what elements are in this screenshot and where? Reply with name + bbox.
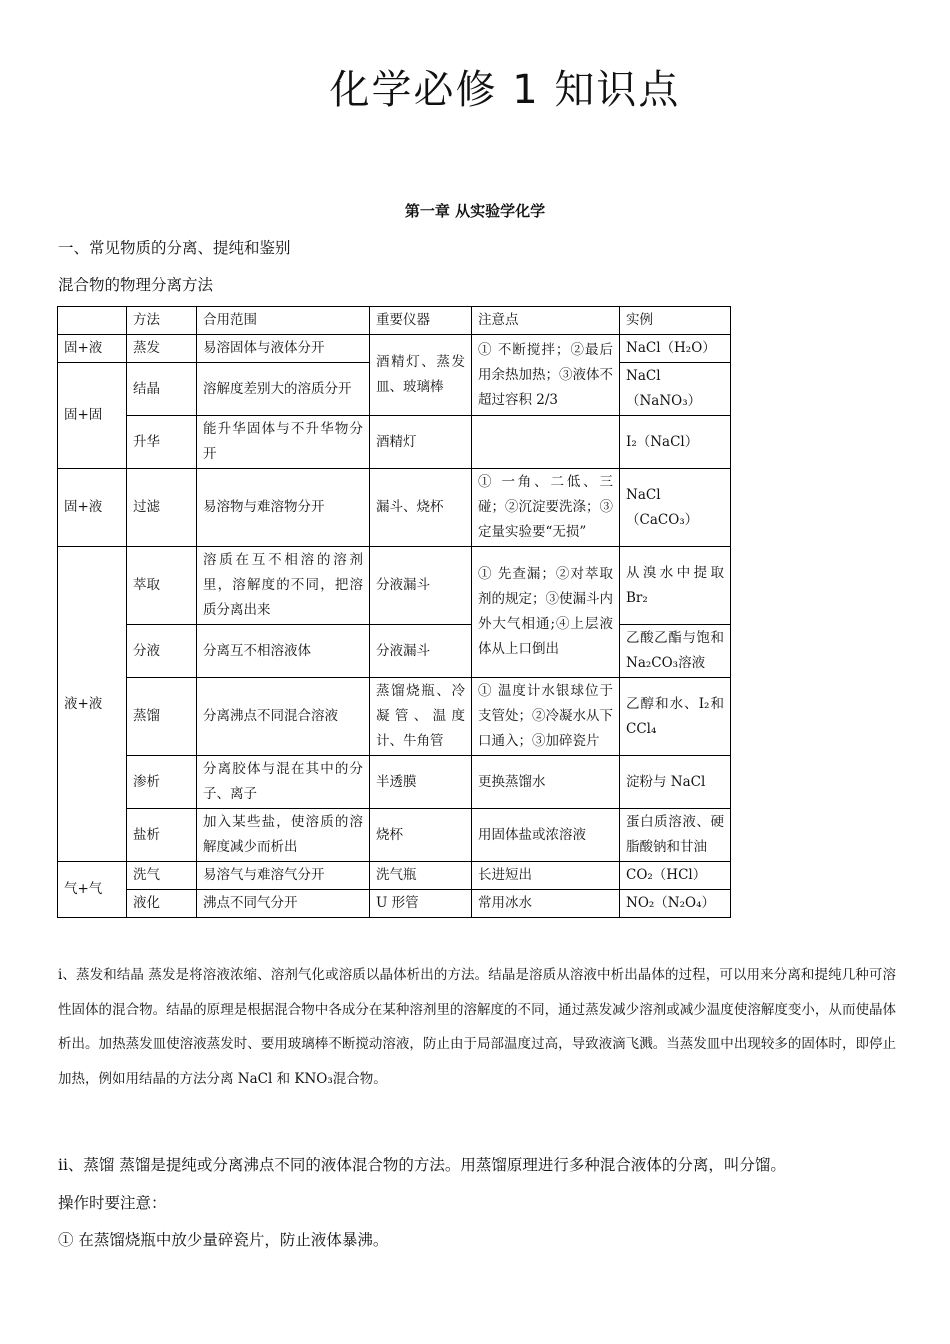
group-cell: 固+液	[58, 469, 127, 547]
example-cell: CO₂（HCl）	[620, 862, 731, 890]
instrument-cell: U 形管	[370, 890, 472, 918]
note-cell: 更换蒸馏水	[472, 756, 620, 809]
method-cell: 液化	[127, 890, 197, 918]
page-title: 化学必修 1 知识点	[329, 67, 681, 113]
table-row	[58, 547, 731, 625]
scope-cell: 沸点不同气分开	[197, 890, 370, 918]
paragraph-note-item: ① 在蒸馏烧瓶中放少量碎瓷片，防止液体暴沸。	[58, 1231, 389, 1249]
example-cell: NaCl（H₂O）	[620, 335, 731, 363]
table-row	[58, 335, 731, 363]
table-row	[58, 469, 731, 547]
paragraph-evaporation: i、蒸发和结晶 蒸发是将溶液浓缩、溶剂气化或溶质以晶体析出的方法。结晶是溶质从溶液中析出晶体的过程，可以用来分离和提纯几种可溶性固体的混合物。结晶的原理是根据混合物中各成分在某种溶剂里的溶解度的不同，通过蒸发减少溶剂或减少温度使溶解度变小，从而使晶体析出。加热蒸发皿使溶液蒸发时、要用玻璃棒不断搅动溶液，防止由于局部温度过高，导致液滴飞溅。当蒸发皿中出现较多的固体时，即停止加热，例如用结晶的方法分离 NaCl 和 KNO₃混合物。	[58, 967, 896, 1087]
group-cell: 气+气	[58, 862, 127, 918]
instrument-cell: 蒸馏烧瓶、冷凝管、温度计、牛角管	[370, 678, 472, 756]
method-cell: 升华	[127, 416, 197, 469]
table-row	[58, 890, 731, 918]
scope-cell: 分离互不相溶液体	[197, 625, 370, 678]
table-row	[58, 862, 731, 890]
chapter-heading: 第一章 从实验学化学	[404, 202, 546, 220]
scope-cell: 分离胶体与混在其中的分子、离子	[197, 756, 370, 809]
note-cell: ① 一角、二低、三碰；②沉淀要洗涤；③定量实验要“无损”	[472, 469, 620, 547]
note-cell: 常用冰水	[472, 890, 620, 918]
group-cell: 液+液	[58, 547, 127, 862]
method-cell: 盐析	[127, 809, 197, 862]
paragraph-note-heading: 操作时要注意：	[58, 1194, 167, 1212]
method-cell: 洗气	[127, 862, 197, 890]
method-cell: 渗析	[127, 756, 197, 809]
header-cell: 合用范围	[197, 307, 370, 335]
note-cell	[472, 416, 620, 469]
instrument-cell: 漏斗、烧杯	[370, 469, 472, 547]
example-cell: 淀粉与 NaCl	[620, 756, 731, 809]
section-heading: 一、常见物质的分离、提纯和鉴别	[58, 239, 291, 257]
method-cell: 蒸馏	[127, 678, 197, 756]
method-cell: 过滤	[127, 469, 197, 547]
note-cell: ① 不断搅拌；②最后用余热加热；③液体不超过容积 2/3	[472, 335, 620, 416]
instrument-cell: 洗气瓶	[370, 862, 472, 890]
instrument-cell: 分液漏斗	[370, 547, 472, 625]
scope-cell: 加入某些盐，使溶质的溶解度减少而析出	[197, 809, 370, 862]
group-cell: 固+固	[58, 363, 127, 469]
table-row	[58, 416, 731, 469]
instrument-cell: 分液漏斗	[370, 625, 472, 678]
instrument-cell: 半透膜	[370, 756, 472, 809]
example-cell: 蛋白质溶液、硬脂酸钠和甘油	[620, 809, 731, 862]
header-cell: 注意点	[472, 307, 620, 335]
method-cell: 蒸发	[127, 335, 197, 363]
example-cell: NO₂（N₂O₄）	[620, 890, 731, 918]
table-caption: 混合物的物理分离方法	[58, 276, 214, 294]
table-row	[58, 756, 731, 809]
table-header-row	[58, 307, 731, 335]
method-cell: 分液	[127, 625, 197, 678]
example-cell: 从溴水中提取 Br₂	[620, 547, 731, 625]
scope-cell: 溶解度差别大的溶质分开	[197, 363, 370, 416]
instrument-cell: 酒精灯、蒸发皿、玻璃棒	[370, 335, 472, 416]
table-row	[58, 809, 731, 862]
method-cell: 萃取	[127, 547, 197, 625]
separation-methods-table	[57, 306, 731, 918]
group-cell: 固+液	[58, 335, 127, 363]
example-cell: 乙醇和水、I₂和 CCl₄	[620, 678, 731, 756]
example-cell: NaCl（CaCO₃）	[620, 469, 731, 547]
note-cell: 用固体盐或浓溶液	[472, 809, 620, 862]
scope-cell: 分离沸点不同混合溶液	[197, 678, 370, 756]
header-cell	[58, 307, 127, 335]
header-cell: 方法	[127, 307, 197, 335]
scope-cell: 能升华固体与不升华物分开	[197, 416, 370, 469]
instrument-cell: 烧杯	[370, 809, 472, 862]
table-row	[58, 625, 731, 678]
note-cell: ① 温度计水银球位于支管处；②冷凝水从下口通入；③加碎瓷片	[472, 678, 620, 756]
instrument-cell: 酒精灯	[370, 416, 472, 469]
table-row	[58, 678, 731, 756]
example-cell: I₂（NaCl）	[620, 416, 731, 469]
header-cell: 实例	[620, 307, 731, 335]
paragraph-distillation: ii、蒸馏 蒸馏是提纯或分离沸点不同的液体混合物的方法。用蒸馏原理进行多种混合液体的分离，叫分馏。	[58, 1156, 786, 1174]
header-cell: 重要仪器	[370, 307, 472, 335]
scope-cell: 溶质在互不相溶的溶剂里，溶解度的不同，把溶质分离出来	[197, 547, 370, 625]
scope-cell: 易溶物与难溶物分开	[197, 469, 370, 547]
scope-cell: 易溶气与难溶气分开	[197, 862, 370, 890]
example-cell: NaCl（NaNO₃）	[620, 363, 731, 416]
method-cell: 结晶	[127, 363, 197, 416]
example-cell: 乙酸乙酯与饱和 Na₂CO₃溶液	[620, 625, 731, 678]
note-cell: 长进短出	[472, 862, 620, 890]
note-cell: ① 先查漏；②对萃取剂的规定；③使漏斗内外大气相通;④上层液体从上口倒出	[472, 547, 620, 678]
scope-cell: 易溶固体与液体分开	[197, 335, 370, 363]
